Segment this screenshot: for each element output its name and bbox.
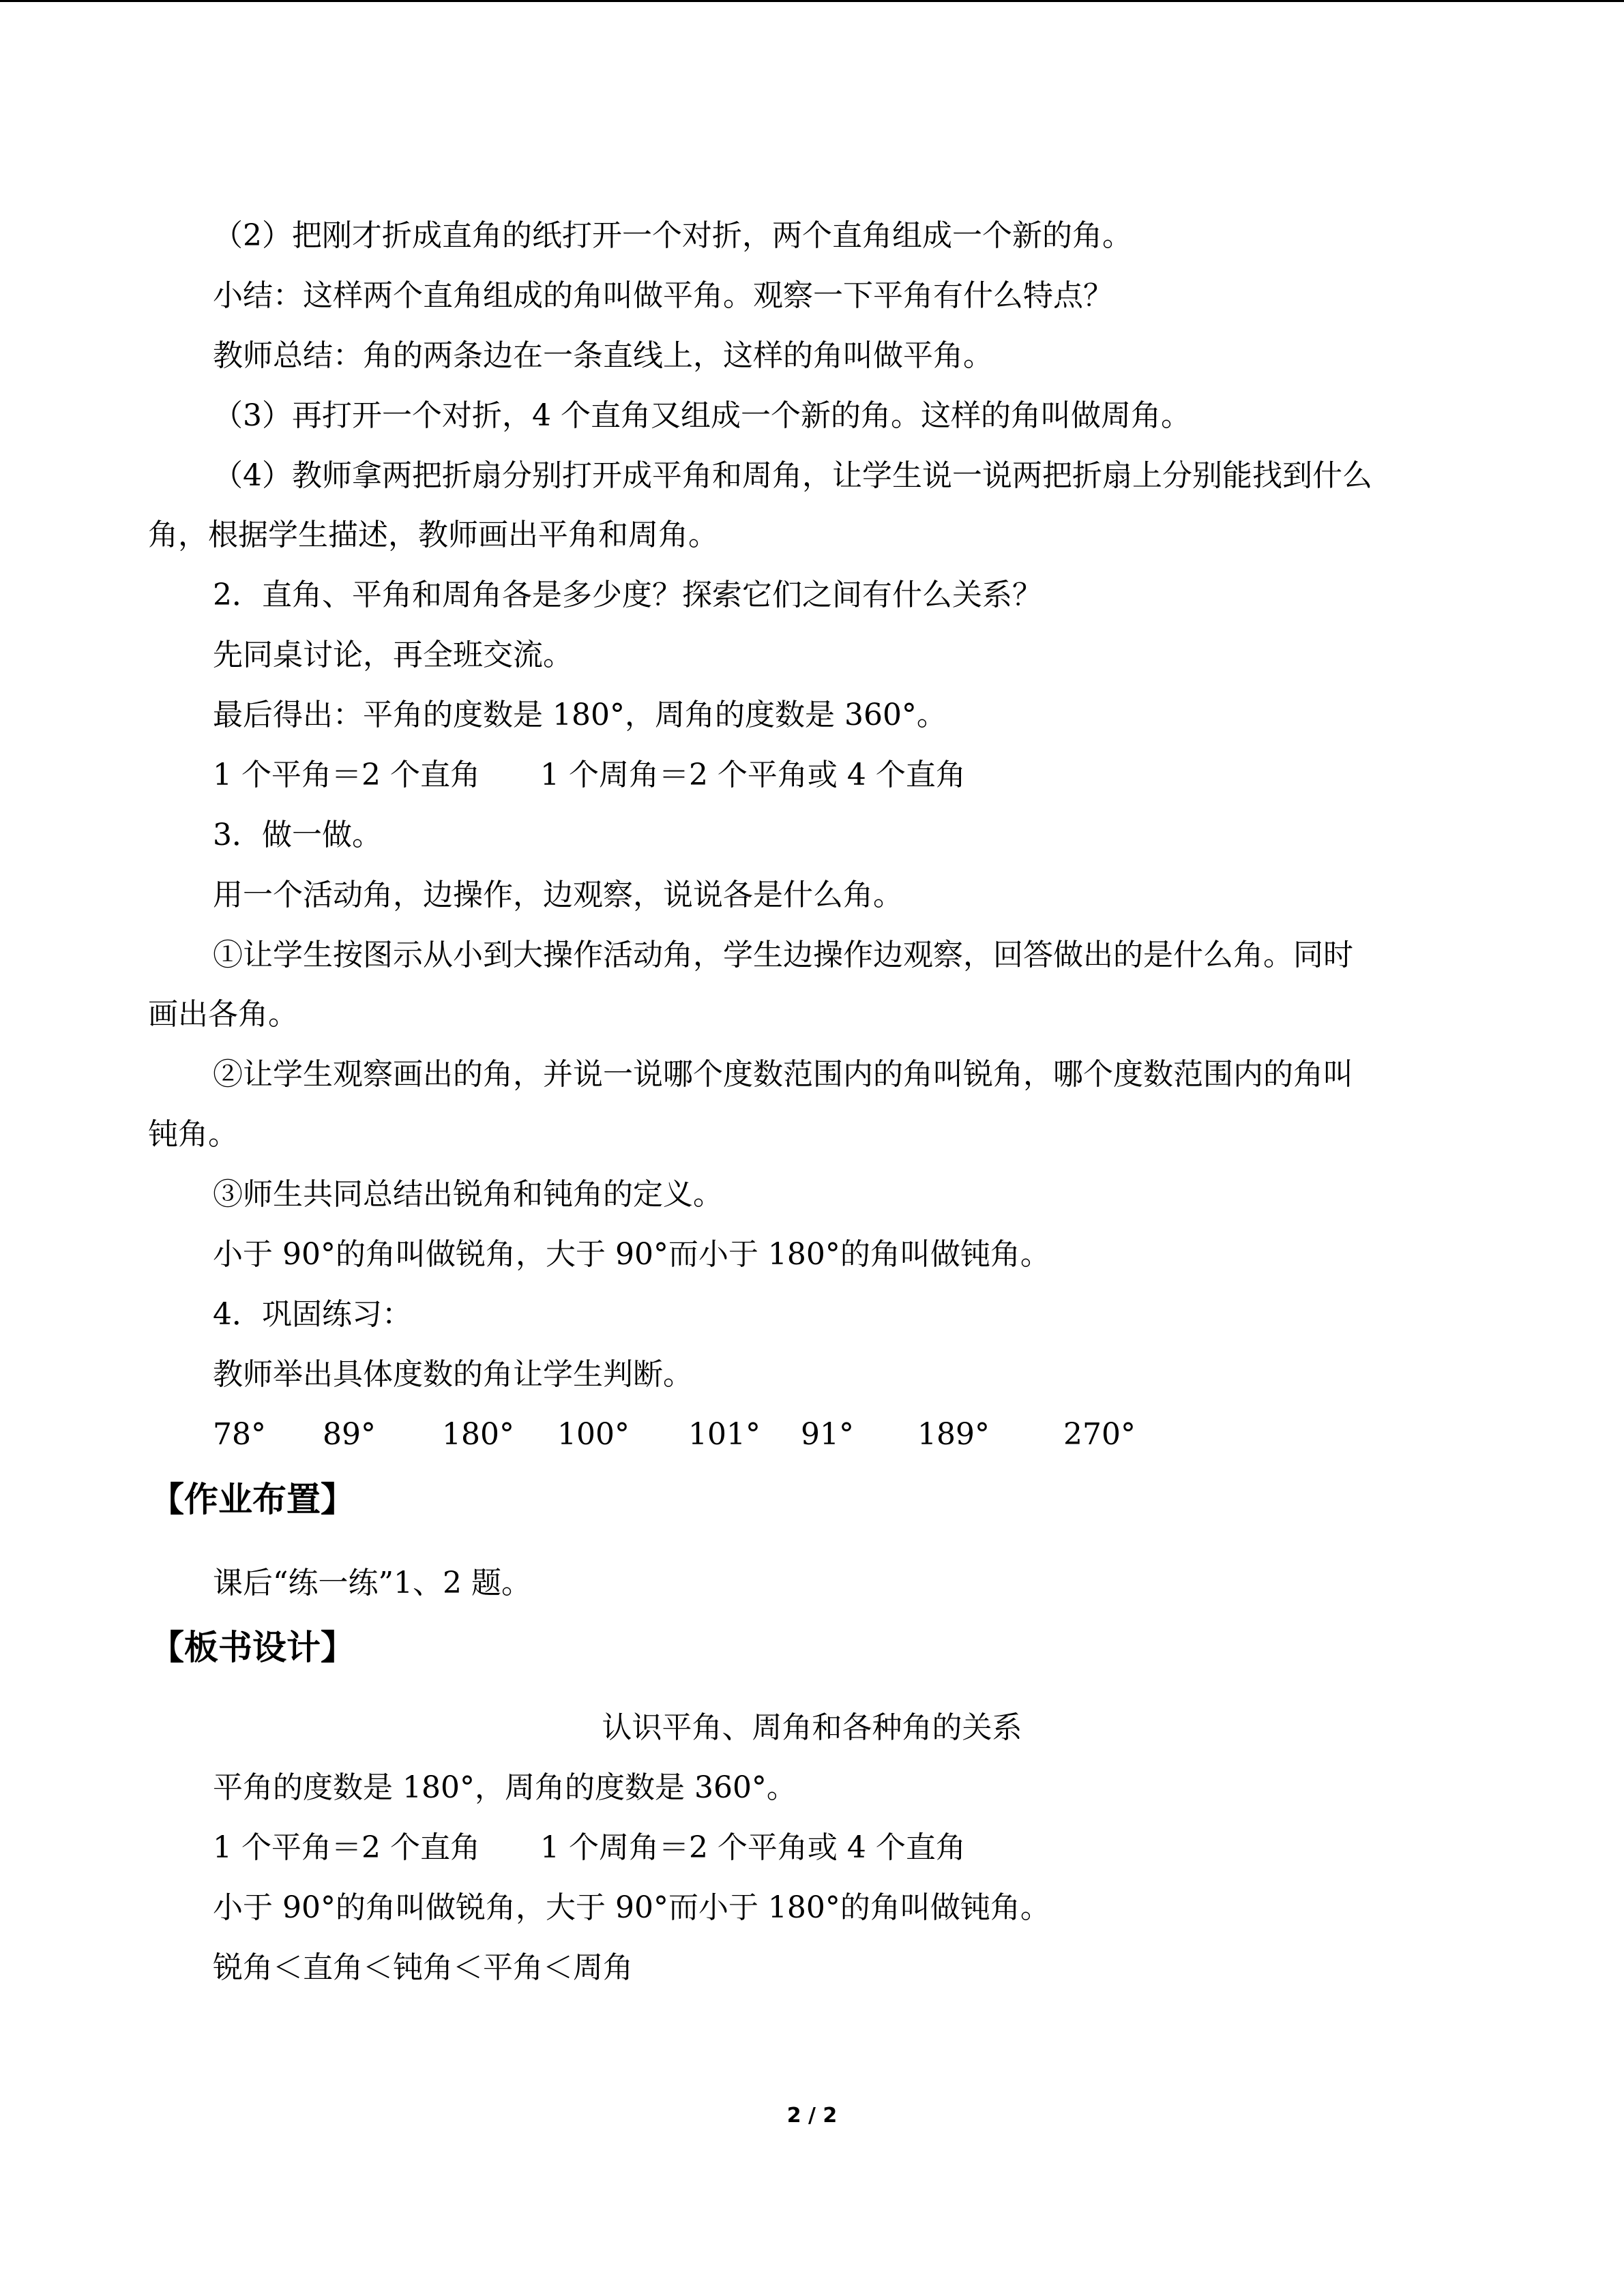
- degree-value: 101°: [688, 1417, 761, 1452]
- paragraph-line: 3．做一做。: [213, 818, 382, 852]
- degree-value: 180°: [442, 1417, 514, 1452]
- paragraph-line: 教师举出具体度数的角让学生判断。: [213, 1357, 693, 1392]
- paragraph-line: 小于 90°的角叫做锐角，大于 90°而小于 180°的角叫做钝角。: [213, 1237, 1050, 1272]
- degree-value: 78°: [213, 1417, 266, 1452]
- page-number: 2 / 2: [786, 2104, 838, 2128]
- paragraph-line: 小结：这样两个直角组成的角叫做平角。观察一下平角有什么特点？: [213, 278, 1113, 313]
- paragraph-line: 1 个平角＝2 个直角 1 个周角＝2 个平角或 4 个直角: [213, 758, 966, 792]
- paragraph-line: （4）教师拿两把折扇分别打开成平角和周角，让学生说一说两把折扇上分别能找到什么: [213, 458, 1372, 493]
- paragraph-line: ②让学生观察画出的角，并说一说哪个度数范围内的角叫锐角，哪个度数范围内的角叫: [213, 1057, 1353, 1092]
- paragraph-line: ③师生共同总结出锐角和钝角的定义。: [213, 1177, 723, 1212]
- paragraph-line: 4．巩固练习：: [213, 1297, 412, 1332]
- paragraph-line: 钝角。: [148, 1117, 238, 1152]
- paragraph-line: 角，根据学生描述，教师画出平角和周角。: [148, 518, 718, 552]
- homework-heading: 【作业布置】: [150, 1480, 355, 1519]
- paragraph-line: 教师总结：角的两条边在一条直线上，这样的角叫做平角。: [213, 338, 993, 373]
- board-heading: 【板书设计】: [150, 1628, 355, 1667]
- degree-value: 91°: [801, 1417, 854, 1452]
- paragraph-line: （2）把刚才折成直角的纸打开一个对折，两个直角组成一个新的角。: [213, 218, 1132, 253]
- board-title: 认识平角、周角和各种角的关系: [602, 1710, 1022, 1745]
- paragraph-line: ①让学生按图示从小到大操作活动角，学生边操作边观察，回答做出的是什么角。同时: [213, 938, 1353, 972]
- board-line: 小于 90°的角叫做锐角，大于 90°而小于 180°的角叫做钝角。: [213, 1890, 1050, 1925]
- paragraph-line: 最后得出：平角的度数是 180°，周角的度数是 360°。: [213, 698, 947, 732]
- paragraph-line: 先同桌讨论，再全班交流。: [213, 638, 573, 672]
- paragraph-line: 用一个活动角，边操作，边观察，说说各是什么角。: [213, 878, 903, 912]
- board-line: 锐角＜直角＜钝角＜平角＜周角: [213, 1950, 633, 1985]
- degree-value: 89°: [323, 1417, 376, 1452]
- board-line: 1 个平角＝2 个直角 1 个周角＝2 个平角或 4 个直角: [213, 1830, 966, 1865]
- paragraph-line: 2．直角、平角和周角各是多少度？探索它们之间有什么关系？: [213, 578, 1042, 612]
- top-border: [0, 0, 1624, 2]
- degree-value: 100°: [557, 1417, 630, 1452]
- paragraph-line: 画出各角。: [148, 997, 298, 1032]
- board-line: 平角的度数是 180°，周角的度数是 360°。: [213, 1770, 797, 1805]
- homework-text: 课后“练一练”1、2 题。: [213, 1566, 531, 1600]
- paragraph-line: （3）再打开一个对折，4 个直角又组成一个新的角。这样的角叫做周角。: [213, 398, 1191, 433]
- degree-value: 189°: [917, 1417, 990, 1452]
- degree-value: 270°: [1063, 1417, 1136, 1452]
